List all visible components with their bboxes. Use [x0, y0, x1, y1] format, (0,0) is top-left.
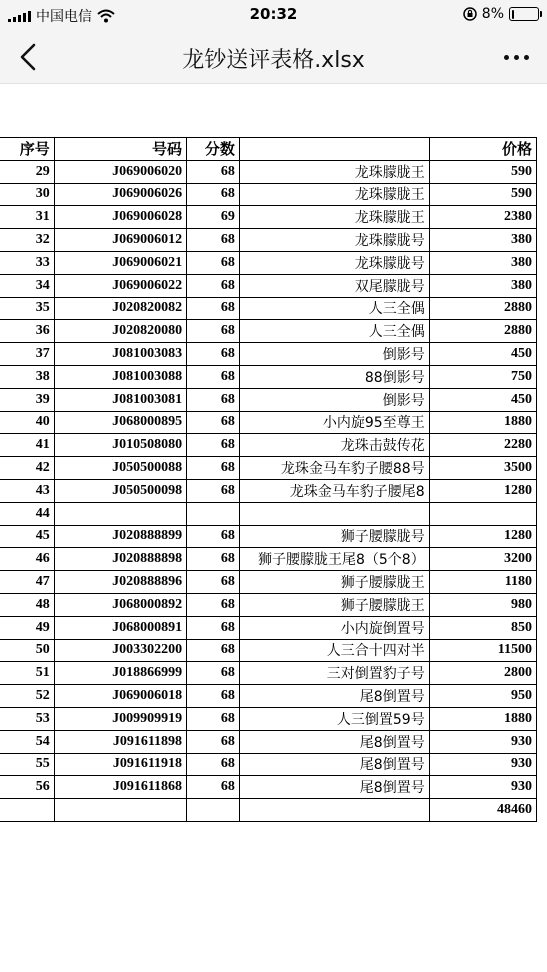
- cell-name[interactable]: 小内旋倒置号: [239, 616, 429, 639]
- cell-name[interactable]: 倒影号: [239, 388, 429, 411]
- status-bar: [0, 0, 547, 30]
- cell-score[interactable]: 68: [187, 479, 240, 502]
- cell-no[interactable]: 39: [0, 388, 54, 411]
- cell-no[interactable]: 54: [0, 730, 54, 753]
- cell-price[interactable]: 380: [429, 274, 536, 297]
- data-table: [0, 137, 537, 822]
- cell-code[interactable]: J020820082: [54, 297, 186, 320]
- total-row: [0, 799, 537, 822]
- cell-no[interactable]: 56: [0, 776, 54, 799]
- cell-score[interactable]: 68: [187, 685, 240, 708]
- cell-price[interactable]: 590: [429, 183, 536, 206]
- cell-name[interactable]: 人三倒置59号: [239, 707, 429, 730]
- cell-code[interactable]: J068000892: [54, 593, 186, 616]
- table-row: [0, 571, 537, 594]
- cell-name[interactable]: [239, 502, 429, 525]
- cell-no[interactable]: 33: [0, 251, 54, 274]
- cell-score[interactable]: 69: [187, 206, 240, 229]
- document-title: 龙钞送评表格.xlsx: [182, 48, 365, 73]
- table-row: [0, 685, 537, 708]
- table-row: [0, 616, 537, 639]
- battery-level: [512, 10, 514, 19]
- cell-no[interactable]: 51: [0, 662, 54, 685]
- cell-no[interactable]: 35: [0, 297, 54, 320]
- total-name[interactable]: [239, 799, 429, 822]
- cell-code[interactable]: J018866999: [54, 662, 186, 685]
- cell-name[interactable]: 龙珠金马车豹子腰88号: [239, 457, 429, 480]
- spreadsheet-view[interactable]: [0, 84, 547, 972]
- status-right: [463, 6, 539, 22]
- cell-no[interactable]: 47: [0, 571, 54, 594]
- table-row: [0, 229, 537, 252]
- cell-no[interactable]: 49: [0, 616, 54, 639]
- cell-no[interactable]: 53: [0, 707, 54, 730]
- cell-name[interactable]: 小内旋95至尊王: [239, 411, 429, 434]
- cell-price[interactable]: 1880: [429, 707, 536, 730]
- cell-code[interactable]: J020888898: [54, 548, 186, 571]
- cell-no[interactable]: 30: [0, 183, 54, 206]
- cell-price[interactable]: 930: [429, 776, 536, 799]
- table-row: [0, 753, 537, 776]
- cell-no[interactable]: 29: [0, 160, 54, 183]
- cell-no[interactable]: 45: [0, 525, 54, 548]
- table-row: [0, 457, 537, 480]
- cell-code[interactable]: J081003081: [54, 388, 186, 411]
- cell-code[interactable]: J068000895: [54, 411, 186, 434]
- table-row: [0, 707, 537, 730]
- cell-name[interactable]: 倒影号: [239, 343, 429, 366]
- cell-price[interactable]: 980: [429, 593, 536, 616]
- cell-price[interactable]: 750: [429, 365, 536, 388]
- cell-score[interactable]: 68: [187, 343, 240, 366]
- table-row: [0, 662, 537, 685]
- cell-score[interactable]: 68: [187, 229, 240, 252]
- cell-score[interactable]: 68: [187, 183, 240, 206]
- cell-price[interactable]: 930: [429, 730, 536, 753]
- cell-name[interactable]: 狮子腰朦胧王尾8（5个8）: [239, 548, 429, 571]
- cell-code[interactable]: J069006018: [54, 685, 186, 708]
- cell-score[interactable]: 68: [187, 753, 240, 776]
- cell-price[interactable]: 450: [429, 388, 536, 411]
- header-row: [0, 138, 537, 161]
- cell-name[interactable]: 尾8倒置号: [239, 776, 429, 799]
- total-price[interactable]: 48460: [429, 799, 536, 822]
- cell-no[interactable]: 37: [0, 343, 54, 366]
- cell-price[interactable]: 2380: [429, 206, 536, 229]
- cell-no[interactable]: 31: [0, 206, 54, 229]
- table-row: [0, 525, 537, 548]
- cell-name[interactable]: 尾8倒置号: [239, 685, 429, 708]
- cell-score[interactable]: 68: [187, 616, 240, 639]
- cell-name[interactable]: 88倒影号: [239, 365, 429, 388]
- cell-code[interactable]: J069006021: [54, 251, 186, 274]
- cell-name[interactable]: 龙珠朦胧王: [239, 160, 429, 183]
- cell-price[interactable]: 2880: [429, 320, 536, 343]
- cell-score[interactable]: [187, 502, 240, 525]
- total-no[interactable]: [0, 799, 54, 822]
- cell-name[interactable]: 龙珠朦胧王: [239, 183, 429, 206]
- cell-score[interactable]: 68: [187, 776, 240, 799]
- cell-price[interactable]: 11500: [429, 639, 536, 662]
- carrier-label: 中国电信: [36, 9, 92, 25]
- battery-icon: [509, 7, 539, 21]
- cell-name[interactable]: 龙珠击鼓传花: [239, 434, 429, 457]
- cell-code[interactable]: J069006012: [54, 229, 186, 252]
- cell-name[interactable]: 人三全偶: [239, 297, 429, 320]
- cell-price[interactable]: 950: [429, 685, 536, 708]
- table-row: [0, 274, 537, 297]
- table-row: [0, 776, 537, 799]
- cell-code[interactable]: J050500098: [54, 479, 186, 502]
- cell-code[interactable]: J091611918: [54, 753, 186, 776]
- cell-code[interactable]: J081003083: [54, 343, 186, 366]
- cell-price[interactable]: 380: [429, 251, 536, 274]
- cell-price[interactable]: 3500: [429, 457, 536, 480]
- cell-name[interactable]: 龙珠朦胧号: [239, 229, 429, 252]
- cell-score[interactable]: 68: [187, 251, 240, 274]
- cell-price[interactable]: 930: [429, 753, 536, 776]
- cell-price[interactable]: 380: [429, 229, 536, 252]
- cell-score[interactable]: 68: [187, 388, 240, 411]
- table-row: [0, 730, 537, 753]
- table-row: [0, 502, 537, 525]
- cell-price[interactable]: 450: [429, 343, 536, 366]
- table-row: [0, 320, 537, 343]
- cell-name[interactable]: 人三合十四对半: [239, 639, 429, 662]
- cell-name[interactable]: 龙珠金马车豹子腰尾8: [239, 479, 429, 502]
- cell-no[interactable]: 55: [0, 753, 54, 776]
- cell-name[interactable]: 狮子腰朦胧号: [239, 525, 429, 548]
- cell-code[interactable]: J068000891: [54, 616, 186, 639]
- cell-code[interactable]: J091611898: [54, 730, 186, 753]
- table-row: [0, 160, 537, 183]
- cell-name[interactable]: 尾8倒置号: [239, 753, 429, 776]
- cell-score[interactable]: 68: [187, 160, 240, 183]
- cell-price[interactable]: 2800: [429, 662, 536, 685]
- cell-code[interactable]: J081003088: [54, 365, 186, 388]
- cell-no[interactable]: 32: [0, 229, 54, 252]
- cell-code[interactable]: J009909919: [54, 707, 186, 730]
- cell-price[interactable]: 3200: [429, 548, 536, 571]
- cell-name[interactable]: 三对倒置豹子号: [239, 662, 429, 685]
- table-row: [0, 183, 537, 206]
- cell-no[interactable]: 34: [0, 274, 54, 297]
- table-row: [0, 251, 537, 274]
- table-row: [0, 434, 537, 457]
- table-row: [0, 297, 537, 320]
- cell-score[interactable]: 68: [187, 274, 240, 297]
- clock: 20:32: [249, 5, 298, 23]
- cell-code[interactable]: J003302200: [54, 639, 186, 662]
- table-row: [0, 639, 537, 662]
- cell-no[interactable]: 48: [0, 593, 54, 616]
- cell-score[interactable]: 68: [187, 639, 240, 662]
- cell-no[interactable]: 36: [0, 320, 54, 343]
- cell-score[interactable]: 68: [187, 662, 240, 685]
- cell-name[interactable]: 人三全偶: [239, 320, 429, 343]
- cell-price[interactable]: 2880: [429, 297, 536, 320]
- cell-code[interactable]: J069006028: [54, 206, 186, 229]
- cell-name[interactable]: 狮子腰朦胧王: [239, 571, 429, 594]
- cell-score[interactable]: 68: [187, 457, 240, 480]
- header-price[interactable]: 价格: [429, 138, 536, 161]
- cell-score[interactable]: 68: [187, 571, 240, 594]
- total-code[interactable]: [54, 799, 186, 822]
- total-score[interactable]: [187, 799, 240, 822]
- cell-code[interactable]: J010508080: [54, 434, 186, 457]
- cell-code[interactable]: [54, 502, 186, 525]
- cell-no[interactable]: 44: [0, 502, 54, 525]
- cell-price[interactable]: 2280: [429, 434, 536, 457]
- table-row: [0, 479, 537, 502]
- cell-score[interactable]: 68: [187, 297, 240, 320]
- cell-name[interactable]: 双尾朦胧号: [239, 274, 429, 297]
- cell-score[interactable]: 68: [187, 593, 240, 616]
- header-score[interactable]: 分数: [187, 138, 240, 161]
- nav-bar: [0, 30, 547, 84]
- cell-score[interactable]: 68: [187, 411, 240, 434]
- cell-name[interactable]: 龙珠朦胧王: [239, 206, 429, 229]
- cell-price[interactable]: 590: [429, 160, 536, 183]
- cell-no[interactable]: 43: [0, 479, 54, 502]
- cell-no[interactable]: 46: [0, 548, 54, 571]
- table-row: [0, 593, 537, 616]
- cell-no[interactable]: 52: [0, 685, 54, 708]
- cell-no[interactable]: 50: [0, 639, 54, 662]
- table-row: [0, 343, 537, 366]
- cell-no[interactable]: 41: [0, 434, 54, 457]
- header-code[interactable]: 号码: [54, 138, 186, 161]
- table-row: [0, 548, 537, 571]
- cell-name[interactable]: 龙珠朦胧号: [239, 251, 429, 274]
- cell-no[interactable]: 40: [0, 411, 54, 434]
- cell-code[interactable]: J069006022: [54, 274, 186, 297]
- cell-score[interactable]: 68: [187, 525, 240, 548]
- header-no[interactable]: 序号: [0, 138, 54, 161]
- battery-percent: 8%: [481, 6, 504, 22]
- cell-no[interactable]: 38: [0, 365, 54, 388]
- cell-code[interactable]: J069006026: [54, 183, 186, 206]
- cell-price[interactable]: [429, 502, 536, 525]
- cell-name[interactable]: 尾8倒置号: [239, 730, 429, 753]
- more-dots-icon[interactable]: [499, 42, 533, 72]
- cell-score[interactable]: 68: [187, 730, 240, 753]
- cell-name[interactable]: 狮子腰朦胧王: [239, 593, 429, 616]
- cell-price[interactable]: 1180: [429, 571, 536, 594]
- cell-no[interactable]: 42: [0, 457, 54, 480]
- cell-price[interactable]: 1880: [429, 411, 536, 434]
- cell-score[interactable]: 68: [187, 707, 240, 730]
- table-row: [0, 365, 537, 388]
- table-row: [0, 388, 537, 411]
- cell-score[interactable]: 68: [187, 548, 240, 571]
- cell-code[interactable]: J020888896: [54, 571, 186, 594]
- cell-code[interactable]: J091611868: [54, 776, 186, 799]
- cell-price[interactable]: 1280: [429, 525, 536, 548]
- cell-code[interactable]: J050500088: [54, 457, 186, 480]
- cell-code[interactable]: J069006020: [54, 160, 186, 183]
- table-row: [0, 411, 537, 434]
- cell-code[interactable]: J020820080: [54, 320, 186, 343]
- cell-code[interactable]: J020888899: [54, 525, 186, 548]
- table-row: [0, 206, 537, 229]
- header-name[interactable]: [239, 138, 429, 161]
- cell-score[interactable]: 68: [187, 365, 240, 388]
- rotation-lock-icon: [463, 7, 477, 21]
- chevron-left-icon[interactable]: [12, 40, 46, 74]
- cell-score[interactable]: 68: [187, 320, 240, 343]
- cell-price[interactable]: 1280: [429, 479, 536, 502]
- cell-score[interactable]: 68: [187, 434, 240, 457]
- cell-price[interactable]: 850: [429, 616, 536, 639]
